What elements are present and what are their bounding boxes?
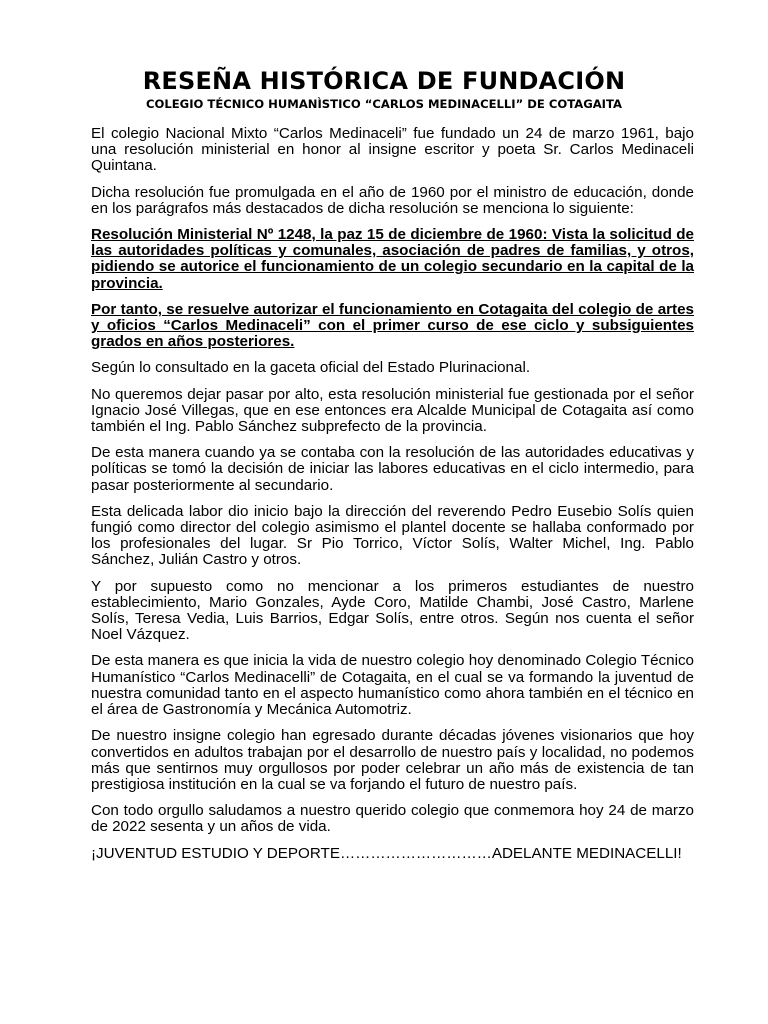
paragraph-anniversary: Con todo orgullo saludamos a nuestro querido colegio que conmemora hoy 24 de marzo de 2022 sesenta y un años de vida.: [91, 802, 694, 836]
paragraph-start: De esta manera cuando ya se contaba con la resolución de las autoridades educativas y políticas se tomó la decisión de iniciar las labores educativas en el ciclo intermedio, para pasar posteriormente al secundario.: [91, 444, 694, 494]
paragraph-management: No queremos dejar pasar por alto, esta resolución ministerial fue gestionada por el señor Ignacio José Villegas, que en ese entonces era Alcalde Municipal de Cotagaita así como también el Ing. Pablo Sánchez subprefecto de la provincia.: [91, 385, 694, 436]
document-body: [91, 126, 694, 872]
document-title: RESEÑA HISTÓRICA DE FUNDACIÓN: [142, 67, 626, 95]
paragraph-resolution-quote: Resolución Ministerial Nº 1248, la paz 15 de diciembre de 1960: Vista la solicitud de las autoridades políticas y comunales, asociación de padres de familias, y otros, pidiendo se autorice el funcionamiento de un colegio secundario en la capital de la provincia.: [91, 226, 694, 292]
paragraph-resolution-intro: Dicha resolución fue promulgada en el año de 1960 por el ministro de educación, donde en los parágrafos más destacados de dicha resolución se menciona lo siguiente:: [91, 183, 694, 217]
paragraph-founding: El colegio Nacional Mixto “Carlos Medinaceli” fue fundado un 24 de marzo 1961, bajo una resolución ministerial en honor al insigne escritor y poeta Sr. Carlos Medinaceli Quintana.: [91, 125, 694, 175]
paragraph-first-director: Esta delicada labor dio inicio bajo la dirección del reverendo Pedro Eusebio Solís quien fungió como director del colegio asimismo el plantel docente se hallaba conformado por los profesionales del lugar. Sr Pio Torrico, Víctor Solís, Walter Michel, Ing. Pablo Sánchez, Julián Castro y otros.: [91, 502, 694, 569]
paragraph-resolution-decision: Por tanto, se resuelve autorizar el funcionamiento en Cotagaita del colegio de artes y oficios “Carlos Medinaceli” con el primer curso de ese ciclo y subsiguientes grados en años posteriores.: [91, 300, 694, 351]
document-subtitle: COLEGIO TÉCNICO HUMANÌSTICO “CARLOS MEDINACELLI” DE COTAGAITA: [146, 97, 622, 111]
paragraph-motto: ¡JUVENTUD ESTUDIO Y DEPORTE…………………………ADELANTE MEDINACELLI!: [91, 844, 682, 862]
paragraph-graduates: De nuestro insigne colegio han egresado durante décadas jóvenes visionarios que hoy convertidos en adultos trabajan por el desarrollo de nuestro país y localidad, no podemos más que sentirnos muy orgullosos por poder celebrar un año más de existencia de tan prestigiosa institución en la cual se va forjando el futuro de nuestro país.: [91, 727, 694, 793]
paragraph-source: Según lo consultado en la gaceta oficial del Estado Plurinacional.: [91, 359, 531, 377]
paragraph-current-school: De esta manera es que inicia la vida de nuestro colegio hoy denominado Colegio Técnico Humanístico “Carlos Medinacelli” de Cotagaita, en el cual se va formando la juventud de nuestra comunidad tanto en el aspecto humanístico como ahora también en el técnico en el área de Gastronomía y Mecánica Automotriz.: [91, 652, 694, 719]
paragraph-first-students: Y por supuesto como no mencionar a los primeros estudiantes de nuestro establecimiento, Mario Gonzales, Ayde Coro, Matilde Chambi, José Castro, Marlene Solís, Teresa Vedia, Luis Barrios, Edgar Solís, entre otros. Según nos cuenta el señor Noel Vázquez.: [91, 577, 694, 644]
